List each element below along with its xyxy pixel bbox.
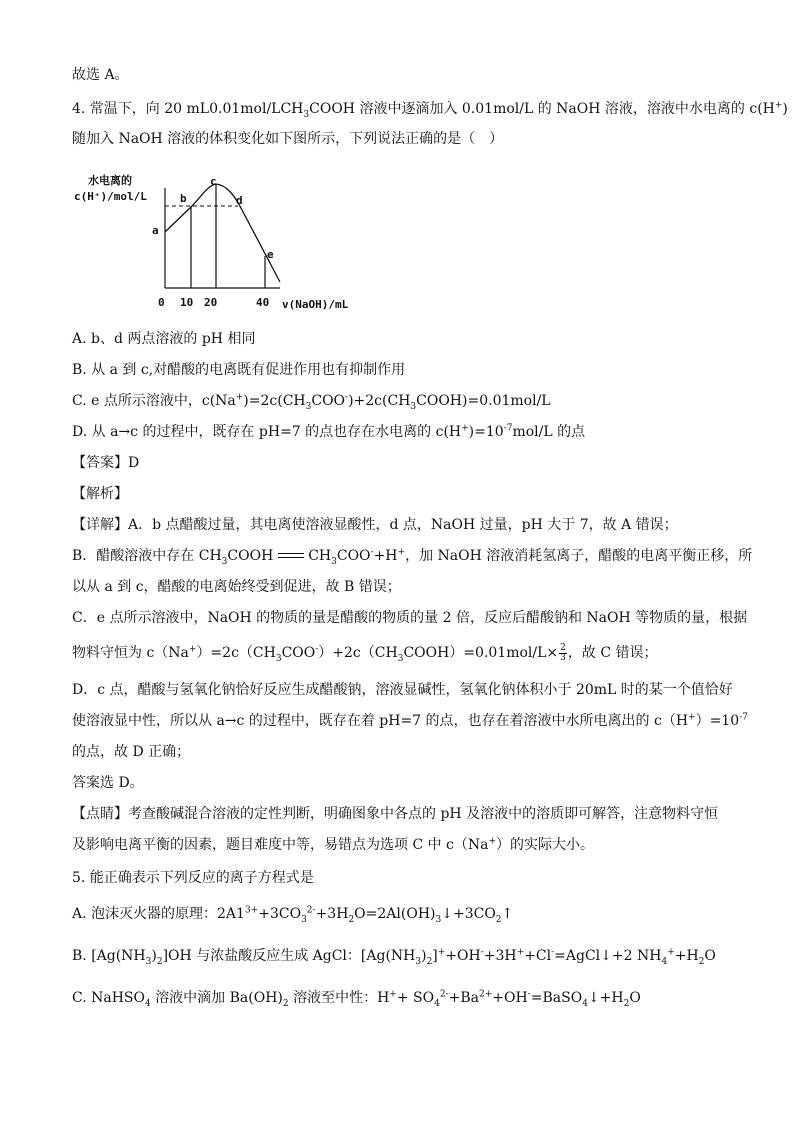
detail-b-line2: 以从 a 到 c，醋酸的电离始终受到促进，故 B 错误； bbox=[72, 579, 401, 595]
tip-line1: 【点睛】考查酸碱混合溶液的定性判断，明确图象中各点的 pH 及溶液中的溶质即可解答，注意物料守恒 bbox=[72, 806, 719, 822]
chart-xtick-40: 40 bbox=[256, 296, 270, 309]
detail-d-line3: 的点，故 D 正确； bbox=[72, 744, 191, 760]
question-5-stem: 5. 能正确表示下列反应的离子方程式是 bbox=[72, 870, 314, 886]
text-line: 故选 A。 bbox=[72, 67, 129, 83]
option-c: C. e 点所示溶液中，$c(Na^+)=2c(CH_3COO^-)+2c(CH_3COOH)=0.01mol/L$ bbox=[72, 392, 551, 412]
option-d: D. 从 a→c 的过程中，既存在 pH=7 的点也存在水电离的 $c(H^+)=10^{-7}mol/L$ 的点 bbox=[72, 423, 586, 440]
analysis-heading: 【解析】 bbox=[72, 486, 128, 502]
detail-c-line2: 物料守恒为 $c(Na^+)=2c(CH_3COO^-)+2c(CH_3COOH)=0.01mol/L\times$ $\frac{2}{3}$ ，故 C 错误； bbox=[72, 642, 658, 664]
option-b: B. 从 a 到 c,对醋酸的电离既有促进作用也有抑制作用 bbox=[72, 362, 406, 378]
chart-ylabel-line2: c(H⁺)/mol/L bbox=[74, 190, 147, 203]
detail-d-line2: 使溶液显中性，所以从 a→c 的过程中，既存在着 pH=7 的点，也存在着溶液中水所电离出的 $c(H^+)=10^{-7}$ bbox=[72, 712, 748, 729]
question-4-stem: 4. 常温下，向 20 $mL0.01mol/LCH_3COOH$ 溶液中逐滴加入 0.01mol/L 的 NaOH 溶液，溶液中水电离的 c(H+) bbox=[72, 100, 788, 120]
detail-c-line1: C．e 点所示溶液中，NaOH 的物质的量是醋酸的物质的量 2 倍，反应后醋酸钠和 NaOH 等物质的量，根据 bbox=[72, 610, 748, 626]
option-a: A. b、d 两点溶液的 pH 相同 bbox=[72, 331, 256, 347]
chart-point-e: e bbox=[267, 248, 274, 261]
answer-choice: 答案选 D。 bbox=[72, 775, 144, 791]
chart-point-a: a bbox=[152, 224, 159, 237]
chart-point-d: d bbox=[236, 194, 243, 207]
detail-d-line1: D．c 点，醋酸与氢氧化钠恰好反应生成醋酸钠，溶液显碱性，氢氧化钠体积小于 20mL 时的某一个值恰好 bbox=[72, 682, 733, 698]
detail-a: 【详解】A．b 点醋酸过量，其电离使溶液显酸性，d 点，NaOH 过量，pH 大于 7，故 A 错误； bbox=[72, 517, 678, 533]
ph-curve-chart bbox=[70, 170, 370, 320]
answer-line: 【答案】D bbox=[72, 455, 140, 471]
chart-point-b: b bbox=[180, 192, 187, 205]
question-5-option-a: A. 泡沫灭火器的原理：$2A1^{3+}+3CO_3^{2-}+3H_2O=2Al(OH)_3↓+3CO_2↑$ bbox=[72, 905, 514, 925]
question-5-option-c: C. NaHSO$_4$ 溶液中滴加 $Ba(OH)_2$ 溶液至中性：$H^++ SO_4^{2-}+Ba^{2+}+OH^-=BaSO_4↓+H_2O$ bbox=[72, 989, 641, 1009]
equilibrium-arrow-icon bbox=[278, 552, 304, 560]
tip-line2: 及影响电离平衡的因素，题目难度中等，易错点为选项 C 中 c（Na+）的实际大小。 bbox=[72, 836, 595, 853]
fraction-two-thirds: $\frac{2}{3}$ bbox=[560, 642, 566, 663]
chart-ylabel-line1: 水电离的 bbox=[88, 174, 132, 187]
question-4-stem-line2: 随加入 NaOH 溶液的体积变化如下图所示，下列说法正确的是（ ） bbox=[72, 131, 504, 147]
chart-xtick-20: 20 bbox=[204, 296, 218, 309]
question-5-option-b: B. $[Ag(NH_3)_2]OH$ 与浓盐酸反应生成 AgCl：$[Ag(NH_3)_2]^++OH^-+3H^++Cl^-=AgCl↓+2$ $NH_4^++H_2O$ bbox=[72, 947, 716, 967]
chart-xtick-10: 10 bbox=[180, 296, 194, 309]
chart-xtick-0: 0 bbox=[158, 296, 165, 309]
chart-xlabel: v(NaOH)/mL bbox=[282, 298, 349, 311]
detail-b-line1: B．醋酸溶液中存在 $CH_3COOH$ $CH_3COO^-+H^+$，加 NaOH 溶液消耗氢离子，醋酸的电离平衡正移，所 bbox=[72, 547, 753, 567]
chart-point-c: c bbox=[210, 175, 217, 188]
